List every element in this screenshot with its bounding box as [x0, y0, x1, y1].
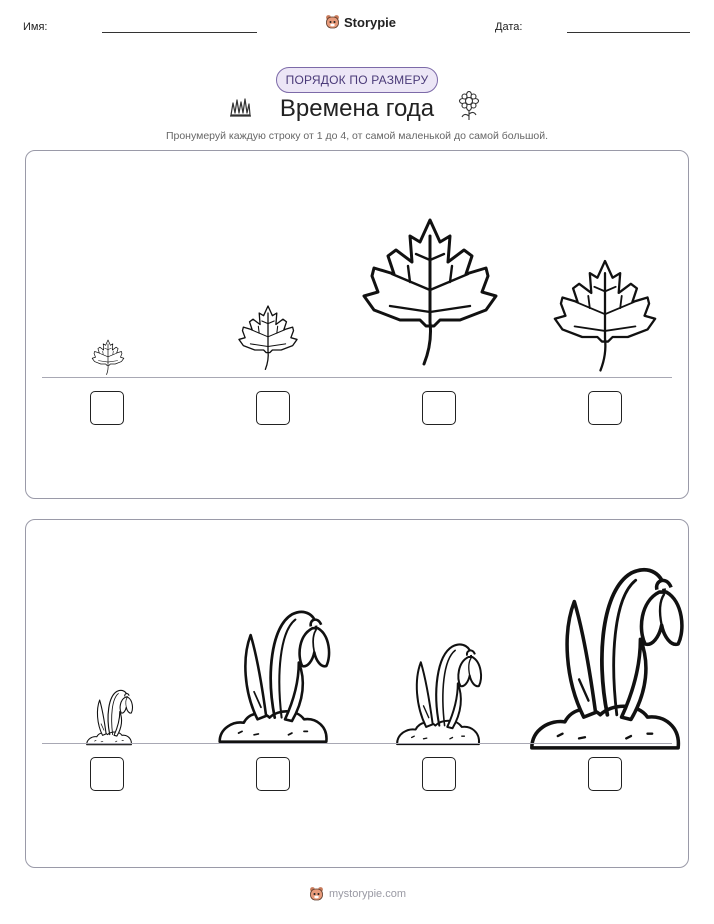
leaf-4-icon	[555, 261, 655, 370]
date-label: Дата:	[495, 21, 523, 33]
brand-name: Storypie	[344, 14, 397, 30]
snowdrop-1-icon	[87, 690, 133, 744]
sunflower-icon	[458, 91, 480, 121]
category-badge	[276, 67, 438, 93]
leaf-2-answer-box[interactable]	[256, 391, 290, 425]
footer-site-link[interactable]: mystorypie.com	[329, 888, 407, 900]
snowdrop-4-answer-box[interactable]	[588, 757, 622, 791]
storypie-mascot-icon	[325, 14, 340, 30]
category-badge-label: ПОРЯДОК ПО РАЗМЕРУ	[285, 73, 429, 87]
leaves-illustrations	[25, 150, 689, 499]
leaves-baseline	[42, 377, 672, 378]
snowdrops-illustrations	[25, 519, 689, 868]
grass-icon	[228, 95, 252, 119]
snowdrop-4-icon	[532, 570, 682, 748]
storypie-mascot-icon	[309, 886, 324, 902]
leaf-3-answer-box[interactable]	[422, 391, 456, 425]
snowdrop-1-answer-box[interactable]	[90, 757, 124, 791]
name-field-line[interactable]	[102, 32, 257, 33]
snowdrop-3-answer-box[interactable]	[422, 757, 456, 791]
snowdrops-baseline	[42, 743, 672, 744]
leaf-1-answer-box[interactable]	[90, 391, 124, 425]
snowdrop-2-icon	[220, 612, 329, 742]
leaf-2-icon	[239, 306, 297, 369]
brand-logo	[325, 14, 396, 30]
page-title: Времена года	[279, 95, 435, 122]
name-label: Имя:	[23, 21, 48, 33]
snowdrop-3-icon	[397, 645, 481, 745]
footer	[309, 886, 406, 902]
date-field-line[interactable]	[567, 32, 690, 33]
snowdrop-2-answer-box[interactable]	[256, 757, 290, 791]
leaf-3-icon	[364, 220, 496, 364]
leaf-1-icon	[92, 340, 124, 375]
leaf-4-answer-box[interactable]	[588, 391, 622, 425]
instruction-text: Пронумеруй каждую строку от 1 до 4, от самой маленькой до самой большой.	[165, 130, 549, 142]
